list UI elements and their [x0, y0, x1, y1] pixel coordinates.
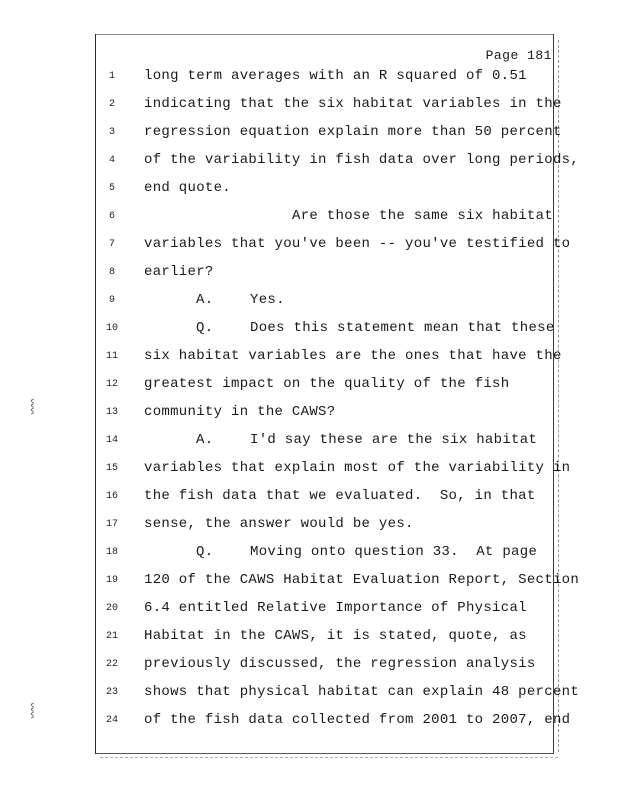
line-number: 14: [105, 435, 118, 446]
transcript-line: [0, 544, 618, 572]
page-number: Page 181: [485, 48, 552, 63]
line-text: the fish data that we evaluated. So, in that: [144, 488, 536, 504]
bottom-edge-rule: [100, 757, 558, 758]
transcript-line: [0, 152, 618, 180]
line-text: greatest impact on the quality of the fish: [144, 376, 510, 392]
binder-mark-icon: ⸾: [30, 703, 35, 718]
line-text: I'd say these are the six habitat: [250, 432, 538, 448]
transcript-line: [0, 320, 618, 348]
speaker-marker: Q.: [196, 320, 214, 336]
binder-mark-icon: ⸾: [30, 399, 35, 414]
line-text: sense, the answer would be yes.: [144, 516, 414, 532]
transcript-line: [0, 376, 618, 404]
transcript-line: [0, 656, 618, 684]
line-number: 21: [105, 631, 118, 642]
line-text: 120 of the CAWS Habitat Evaluation Report, Section: [144, 572, 580, 588]
line-text: indicating that the six habitat variables in the: [144, 96, 562, 112]
line-text: community in the CAWS?: [144, 404, 336, 420]
line-text: Habitat in the CAWS, it is stated, quote, as: [144, 628, 527, 644]
line-number: 24: [105, 715, 118, 726]
transcript-line: [0, 516, 618, 544]
line-number: 5: [108, 183, 115, 194]
transcript-line: [0, 348, 618, 376]
transcript-line: [0, 292, 618, 320]
transcript-line: [0, 208, 618, 236]
line-text: long term averages with an R squared of 0.51: [144, 68, 527, 84]
line-number: 6: [108, 211, 115, 222]
line-number: 4: [108, 155, 115, 166]
line-text: earlier?: [144, 264, 214, 280]
speaker-marker: A.: [196, 432, 214, 448]
transcript-line: [0, 600, 618, 628]
transcript-line: [0, 236, 618, 264]
line-number: 23: [105, 687, 118, 698]
line-text: of the fish data collected from 2001 to 2007, end: [144, 712, 571, 728]
line-number: 20: [105, 603, 118, 614]
line-number: 15: [105, 463, 118, 474]
line-number: 13: [105, 407, 118, 418]
speaker-marker: Q.: [196, 544, 214, 560]
line-number: 9: [108, 295, 115, 306]
line-text: Moving onto question 33. At page: [250, 544, 538, 560]
line-number: 1: [108, 71, 115, 82]
line-number: 7: [108, 239, 115, 250]
transcript-line: [0, 460, 618, 488]
line-text: Yes.: [250, 292, 285, 308]
line-number: 18: [105, 547, 118, 558]
line-number: 17: [105, 519, 118, 530]
line-text: shows that physical habitat can explain 48 percent: [144, 684, 580, 700]
line-text: 6.4 entitled Relative Importance of Physical: [144, 600, 527, 616]
line-number: 3: [108, 127, 115, 138]
line-text: regression equation explain more than 50 percent: [144, 124, 562, 140]
line-text: end quote.: [144, 180, 232, 196]
transcript-line: [0, 68, 618, 96]
line-text: Does this statement mean that these: [250, 320, 555, 336]
speaker-marker: A.: [196, 292, 214, 308]
line-number: 16: [105, 491, 118, 502]
line-number: 2: [108, 99, 115, 110]
line-text: variables that explain most of the variability in: [144, 460, 571, 476]
line-text: Are those the same six habitat: [292, 208, 554, 224]
transcript-line: [0, 404, 618, 432]
transcript-line: [0, 432, 618, 460]
line-text: six habitat variables are the ones that have the: [144, 348, 562, 364]
transcript-line: [0, 124, 618, 152]
transcript-line: [0, 264, 618, 292]
transcript-line: [0, 96, 618, 124]
line-text: of the variability in fish data over long periods,: [144, 152, 580, 168]
line-number: 12: [105, 379, 118, 390]
transcript-line: [0, 684, 618, 712]
line-number: 11: [105, 351, 118, 362]
transcript-line: [0, 628, 618, 656]
line-text: previously discussed, the regression analysis: [144, 656, 536, 672]
transcript-line: [0, 572, 618, 600]
line-number: 10: [105, 323, 118, 334]
line-number: 19: [105, 575, 118, 586]
line-text: variables that you've been -- you've testified to: [144, 236, 571, 252]
transcript-line: [0, 712, 618, 740]
transcript-line: [0, 180, 618, 208]
line-number: 8: [108, 267, 115, 278]
transcript-line: [0, 488, 618, 516]
line-number: 22: [105, 659, 118, 670]
